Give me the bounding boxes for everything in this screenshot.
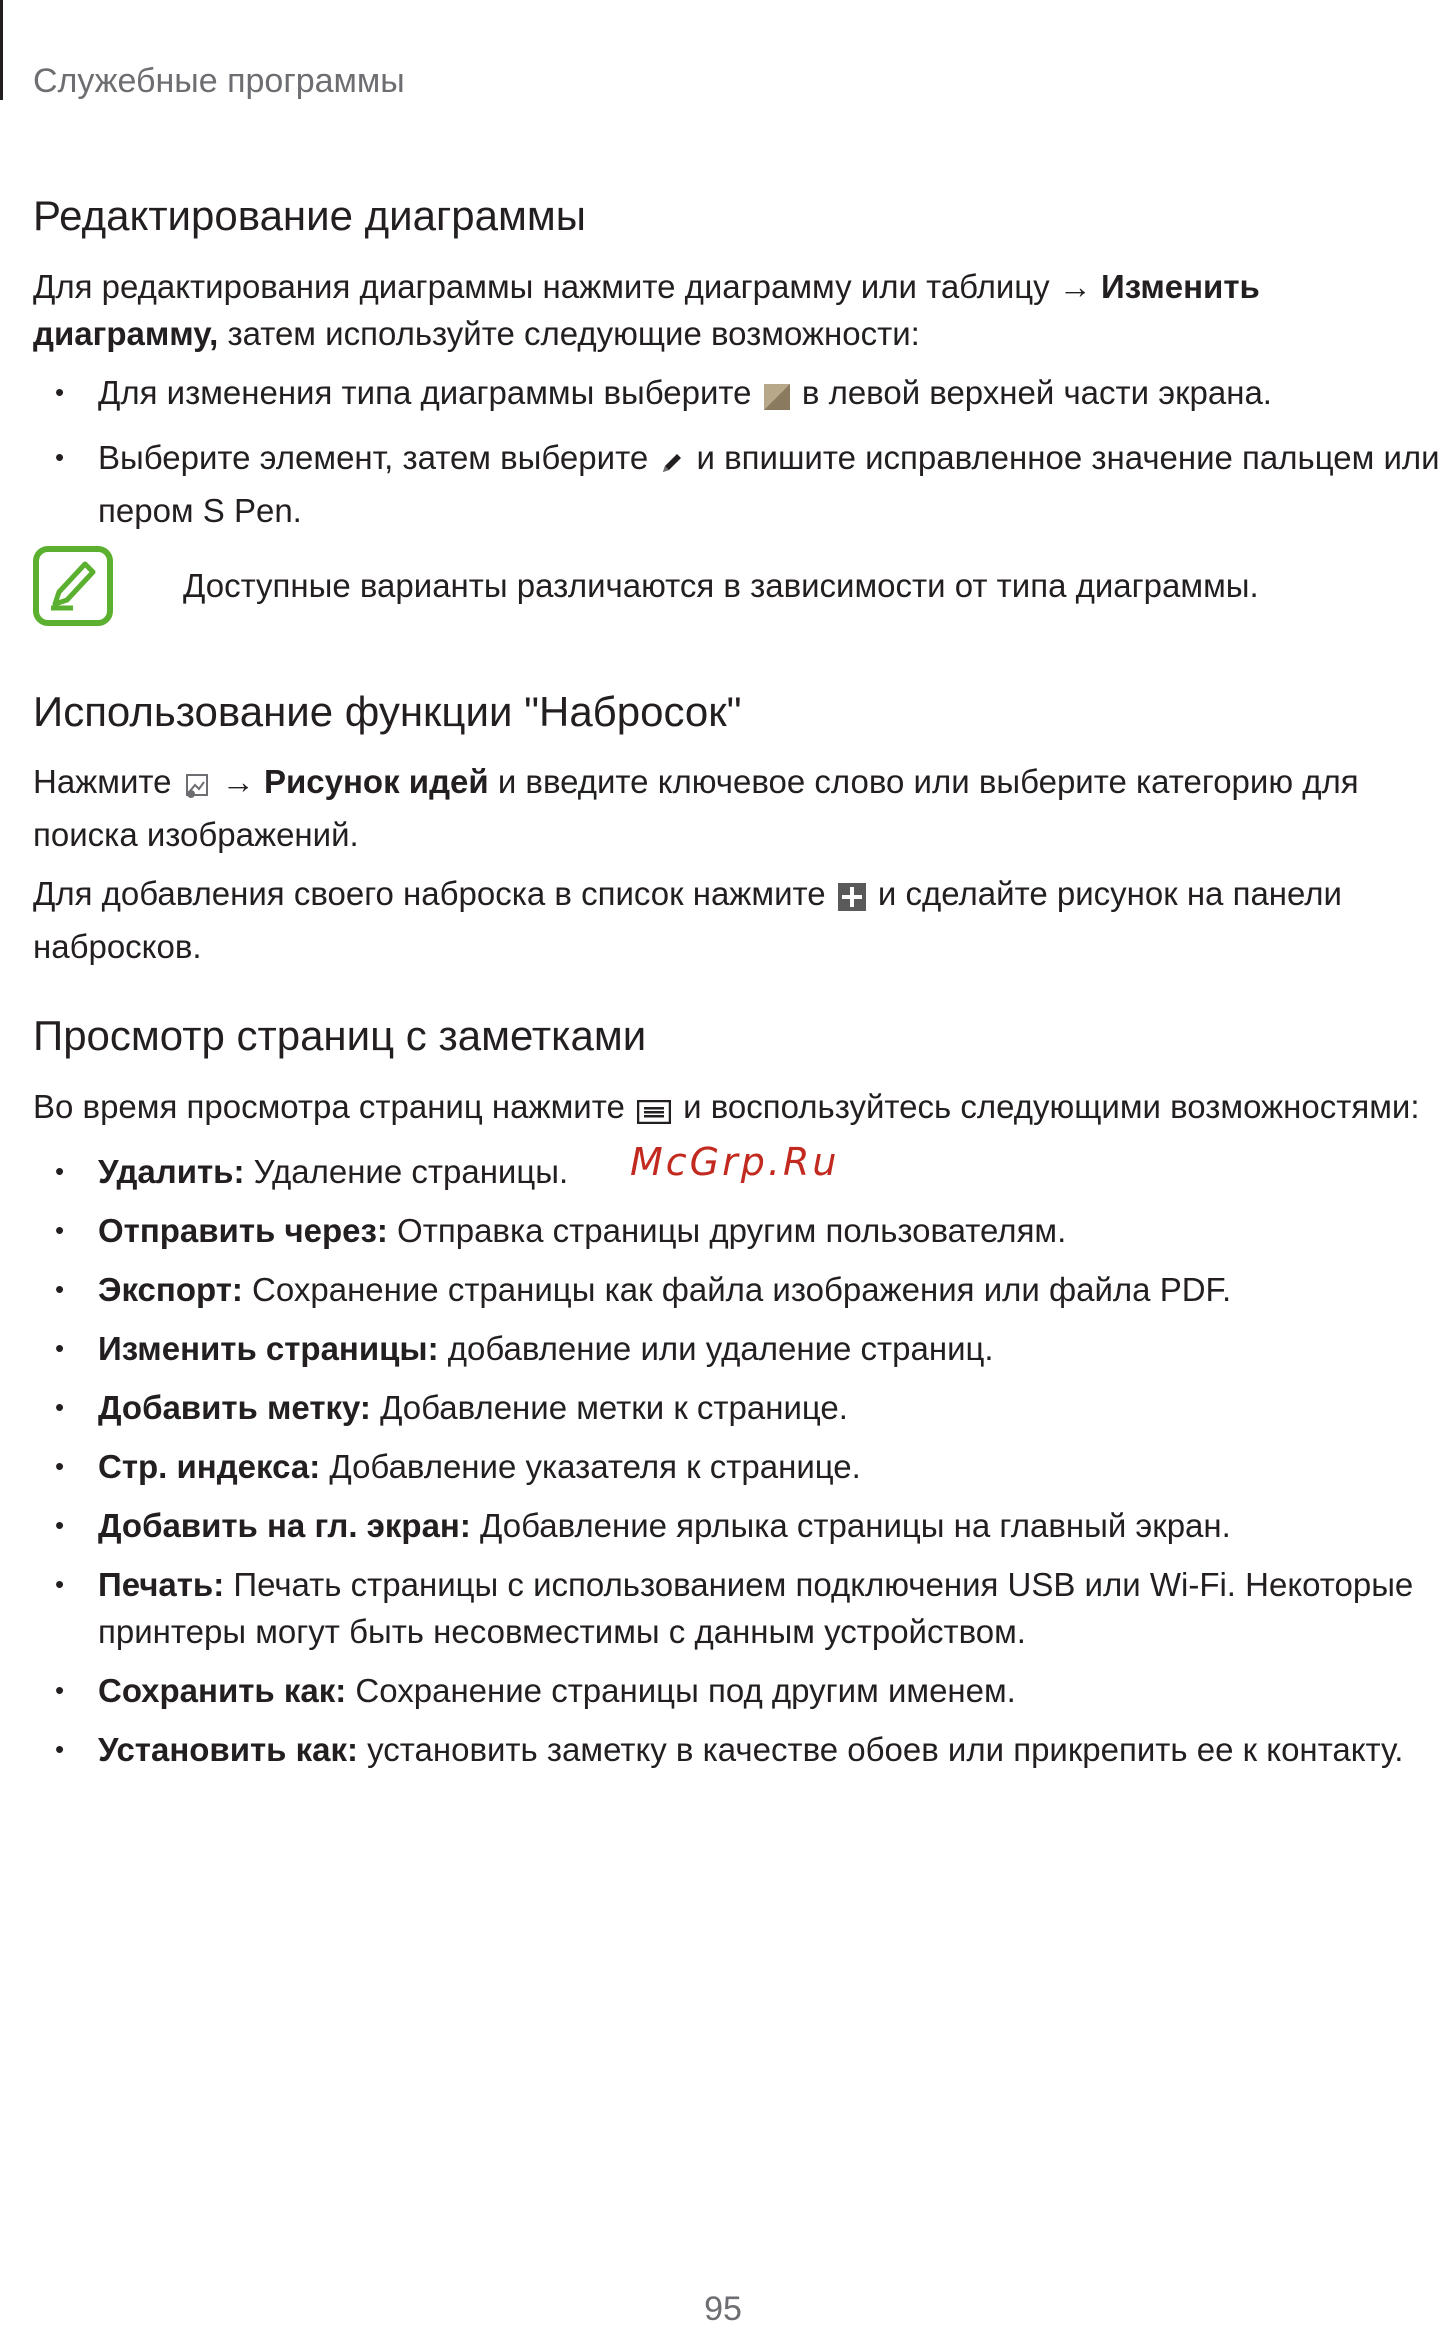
paragraph: Нажмите → Рисунок идей и введите ключевое слово или выберите категорию для поиска изображений. (33, 763, 1359, 853)
section-title: Редактирование диаграммы (33, 192, 586, 239)
note-icon (33, 546, 113, 626)
list-item: • Для изменения типа диаграммы выберите в левой верхней части экрана. (33, 369, 1441, 422)
note-box (33, 546, 1441, 626)
list-item: • Изменить страницы: добавление или удаление страниц. (33, 1325, 1441, 1372)
list-item: • Выберите элемент, затем выберите и впишите исправленное значение пальцем или пером S Pen. (33, 434, 1441, 534)
watermark: McGrp.Ru (630, 1140, 840, 1184)
paragraph: Для добавления своего наброска в список нажмите и сделайте рисунок на панели набросков. (33, 875, 1342, 965)
list-item: • Добавить на гл. экран: Добавление ярлыка страницы на главный экран. (33, 1502, 1441, 1549)
menu-path-bold: Рисунок идей (264, 763, 489, 800)
section-intro: Во время просмотра страниц нажмите и воспользуйтесь следующими возможностями: (33, 1083, 1441, 1136)
menu-path-bold: Изменить диаграмму, (33, 267, 1260, 352)
list-item: • Экспорт: Сохранение страницы как файла изображения или файла PDF. (33, 1266, 1441, 1313)
list-item: • Сохранить как: Сохранение страницы под другим именем. (33, 1667, 1441, 1714)
pencil-icon (660, 440, 684, 487)
running-header: Служебные программы (33, 62, 405, 100)
list-item: • Установить как: установить заметку в качестве обоев или прикрепить ее к контакту. (33, 1726, 1441, 1773)
section-title: Использование функции "Набросок" (33, 687, 742, 735)
menu-icon (637, 1089, 671, 1136)
list-item: • Удалить: Удаление страницы. (33, 1148, 1441, 1195)
list-item: • Добавить метку: Добавление метки к странице. (33, 1384, 1441, 1431)
section-intro: Для редактирования диаграммы нажмите диаграмму или таблицу → Изменить диаграмму, затем используйте следующие возможности: (33, 267, 1260, 352)
section-sketch (33, 686, 1441, 971)
add-icon (838, 876, 866, 923)
page-content (33, 190, 1441, 1785)
left-margin-rule (0, 0, 3, 100)
list-item: • Печать: Печать страницы с использованием подключения USB или Wi-Fi. Некоторые принтеры могут быть несовместимы с данным устройством. (33, 1561, 1441, 1655)
options-list (33, 1148, 1441, 1773)
note-text: Доступные варианты различаются в зависимости от типа диаграммы. (183, 567, 1259, 604)
chart-type-icon (764, 375, 790, 422)
section-chart-editing (33, 190, 1441, 626)
section-view-pages (33, 1010, 1441, 1773)
list-item: • Отправить через: Отправка страницы другим пользователям. (33, 1207, 1441, 1254)
list-item: • Стр. индекса: Добавление указателя к странице. (33, 1443, 1441, 1490)
page-number: 95 (704, 2290, 742, 2328)
section-title: Просмотр страниц с заметками (33, 1012, 647, 1059)
sketch-image-icon (184, 764, 210, 811)
bullet-list (33, 369, 1441, 534)
